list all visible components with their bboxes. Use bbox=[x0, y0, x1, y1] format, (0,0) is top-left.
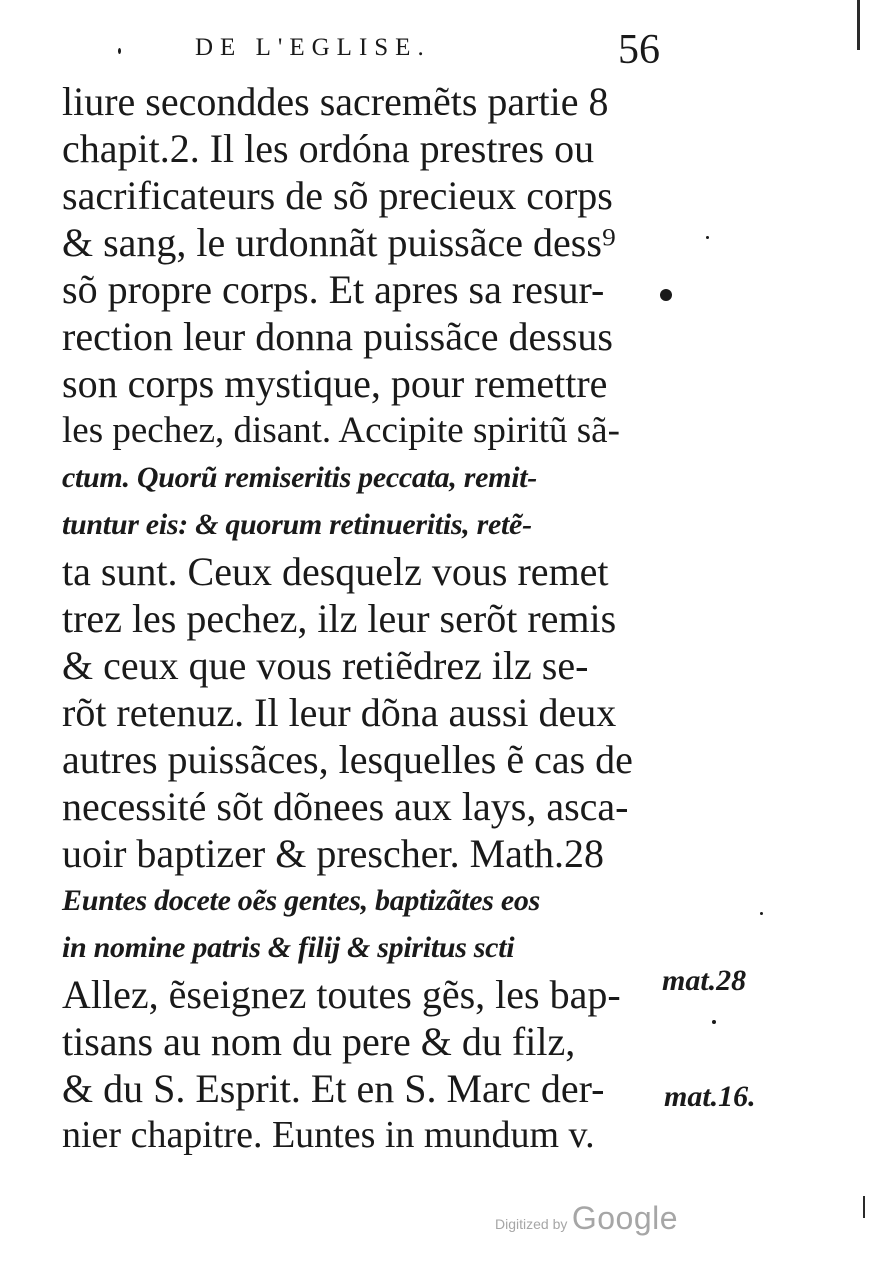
text-line: sõ propre corps. Et apres sa resur- bbox=[62, 267, 605, 312]
margin-note: mat.28 bbox=[662, 964, 747, 997]
ink-speck bbox=[760, 912, 763, 915]
text-line: ta sunt. Ceux desquelz vous remet bbox=[62, 549, 609, 594]
text-line: autres puissãces, lesquelles ẽ cas de bbox=[62, 737, 633, 782]
page-edge-mark bbox=[863, 1196, 865, 1218]
text-line: Allez, ẽseignez toutes gẽs, les bap- bbox=[62, 972, 621, 1017]
page-number: 56 bbox=[618, 27, 660, 73]
text-line: chapit.2. Il les ordóna prestres ou bbox=[62, 126, 595, 171]
latin-text-line: Euntes docete oẽs gentes, baptizãtes eos bbox=[62, 884, 540, 917]
text-line: rection leur donna puissãce dessus bbox=[62, 314, 613, 359]
text-line: uoir baptizer & prescher. Math.28 bbox=[62, 831, 605, 876]
ink-speck bbox=[712, 1020, 716, 1024]
text-line: les pechez, disant. Accipite spiritũ sã- bbox=[62, 410, 620, 451]
margin-note: mat.16. bbox=[664, 1080, 756, 1113]
google-logo-text: Google bbox=[571, 1200, 679, 1236]
ink-spot bbox=[660, 289, 672, 301]
text-line: & sang, le urdonnãt puissãce dess⁹ bbox=[62, 220, 616, 265]
page-edge-mark bbox=[857, 0, 860, 50]
text-line: & du S. Esprit. Et en S. Marc der- bbox=[62, 1066, 605, 1111]
digitized-by-google-watermark bbox=[495, 1200, 678, 1237]
text-line: necessité sõt dõnees aux lays, asca- bbox=[62, 784, 629, 829]
text-line: tisans au nom du pere & du filz, bbox=[62, 1019, 576, 1064]
text-line: & ceux que vous retiẽdrez ilz se- bbox=[62, 643, 589, 688]
latin-text-line: tuntur eis: & quorum retinueritis, retẽ- bbox=[62, 508, 532, 541]
running-title: DE L'EGLISE. bbox=[195, 34, 431, 61]
text-line: nier chapitre. Euntes in mundum v. bbox=[62, 1114, 595, 1156]
latin-text-line: in nomine patris & filij & spiritus scti bbox=[62, 931, 515, 964]
text-line: sacrificateurs de sõ precieux corps bbox=[62, 173, 613, 218]
text-line: liure seconddes sacremẽts partie 8 bbox=[62, 79, 609, 124]
text-line: rõt retenuz. Il leur dõna aussi deux bbox=[62, 690, 617, 735]
ink-speck bbox=[118, 48, 121, 54]
latin-text-line: ctum. Quorũ remiseritis peccata, remit- bbox=[62, 461, 537, 494]
ink-speck bbox=[706, 236, 709, 239]
watermark-prefix: Digitized by bbox=[495, 1216, 568, 1232]
text-line: son corps mystique, pour remettre bbox=[62, 361, 608, 406]
text-line: trez les pechez, ilz leur serõt remis bbox=[62, 596, 617, 641]
